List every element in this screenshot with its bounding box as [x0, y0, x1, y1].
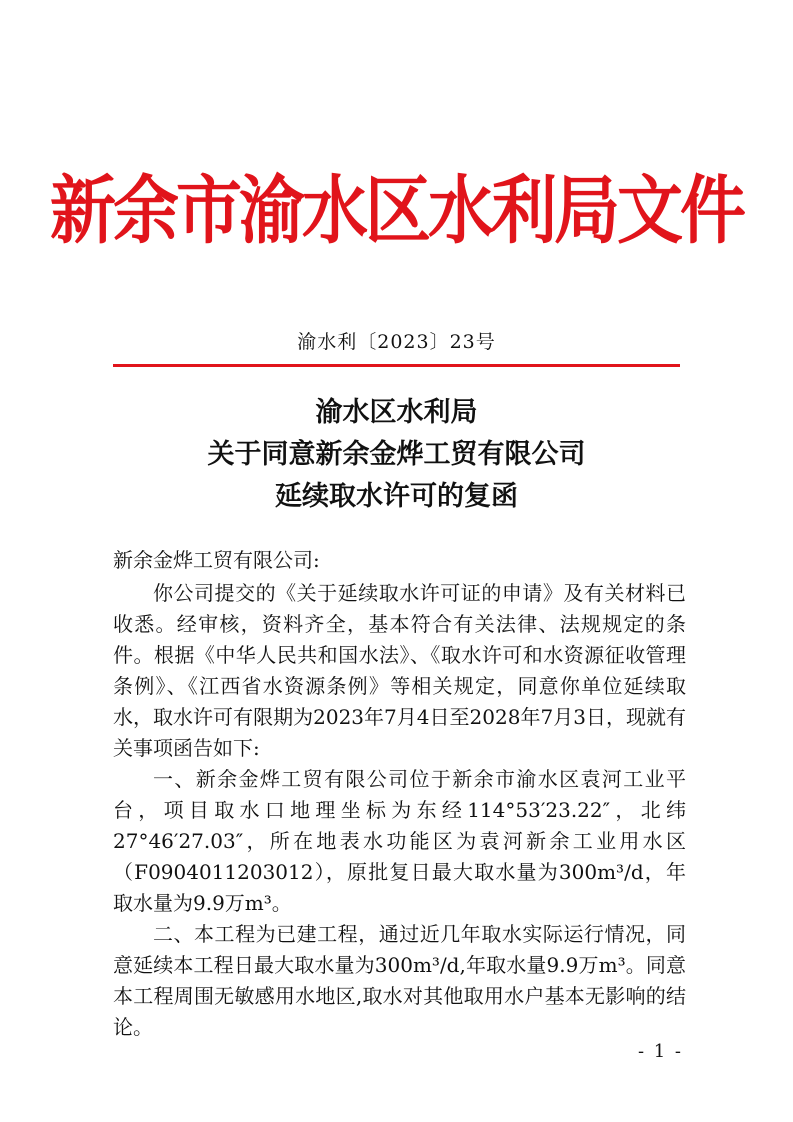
document-masthead: 新余市渝水区水利局文件: [50, 166, 743, 255]
title-line-2: 关于同意新余金烨工贸有限公司: [207, 439, 586, 470]
document-body: [113, 545, 686, 1043]
document-title: [0, 392, 793, 518]
red-divider-line: [113, 364, 680, 367]
salutation: 新余金烨工贸有限公司:: [113, 548, 320, 572]
body-paragraph: 你公司提交的《关于延续取水许可证的申请》及有关材料已收悉。经审核，资料齐全，基本符合有关法律、法规规定的条件。根据《中华人民共和国水法》、《取水许可和水资源征收管理条例》、《江西省水资源条例》等相关规定，同意你单位延续取水，取水许可有限期为2023年7月4日至2028年7月3日，现就有关事项函告如下:: [113, 581, 686, 760]
page-number: - 1 -: [637, 1041, 683, 1062]
title-line-3: 延续取水许可的复函: [275, 481, 518, 512]
body-paragraph: 二、本工程为已建工程，通过近几年取水实际运行情况，同意延续本工程日最大取水量为300m³/d,年取水量9.9万m³。同意本工程周围无敏感用水地区,取水对其他取用水户基本无影响的结论。: [113, 922, 686, 1039]
title-line-1: 渝水区水利局: [315, 397, 478, 428]
document-number: 渝水利〔2023〕23号: [297, 331, 496, 353]
body-paragraph: 一、新余金烨工贸有限公司位于新余市渝水区袁河工业平台，项目取水口地理坐标为东经114°53′23.22″，北纬27°46′27.03″，所在地表水功能区为袁河新余工业用水区（F0904011203012），原批复日最大取水量为300m³/d，年取水量为9.9万m³。: [113, 767, 686, 915]
